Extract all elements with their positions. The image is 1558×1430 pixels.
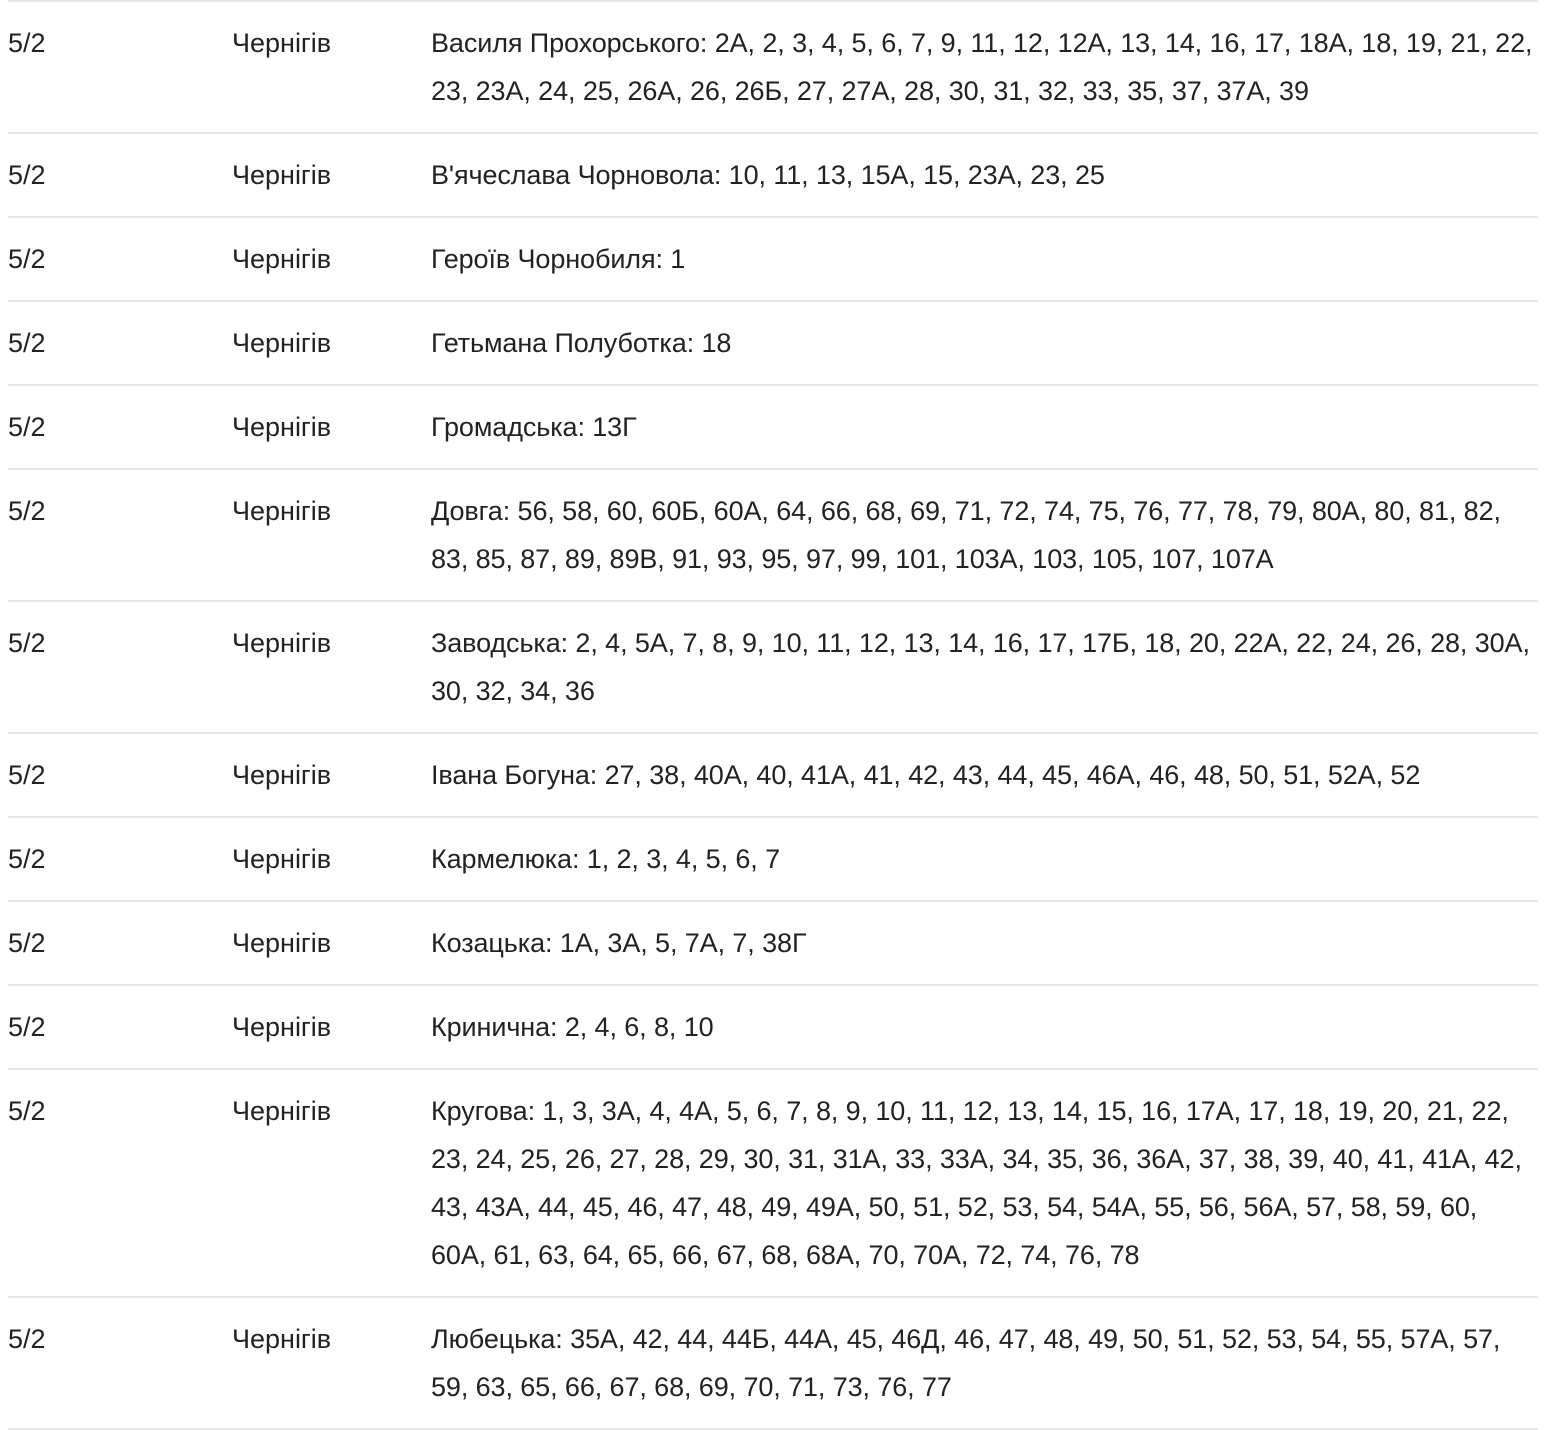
- addresses-cell: Козацька: 1А, 3А, 5, 7А, 7, 38Г: [431, 901, 1538, 985]
- addresses-cell: Кругова: 1, 3, 3А, 4, 4А, 5, 6, 7, 8, 9, 10, 11, 12, 13, 14, 15, 16, 17А, 17, 18, 19, 20, 21, 22, 23, 24, 25, 26, 27, 28, 29, 30, 31, 31А, 33, 33А, 34, 35, 36, 36А, 37, 38, 39, 40, 41, 41А, 42, 43, 43А, 44, 45, 46, 47, 48, 49, 49А, 50, 51, 52, 53, 54, 54А, 55, 56, 56А, 57, 58, 59, 60, 60А, 61, 63, 64, 65, 66, 67, 68, 68А, 70, 70А, 72, 74, 76, 78: [431, 1069, 1538, 1297]
- table-row: [8, 985, 1538, 1069]
- city-cell: Чернігів: [232, 301, 431, 385]
- addresses-cell: Гетьмана Полуботка: 18: [431, 301, 1538, 385]
- table-row: [8, 601, 1538, 733]
- addresses-cell: В'ячеслава Чорновола: 10, 11, 13, 15А, 15, 23А, 23, 25: [431, 133, 1538, 217]
- addresses-cell: Заводська: 2, 4, 5А, 7, 8, 9, 10, 11, 12, 13, 14, 16, 17, 17Б, 18, 20, 22А, 22, 24, 26, 28, 30А, 30, 32, 34, 36: [431, 601, 1538, 733]
- city-cell: Чернігів: [232, 1069, 431, 1297]
- city-cell: Чернігів: [232, 901, 431, 985]
- table-row: [8, 817, 1538, 901]
- queue-cell: 5/2: [8, 217, 232, 301]
- city-cell: Чернігів: [232, 217, 431, 301]
- queue-cell: 5/2: [8, 601, 232, 733]
- table-row: [8, 1297, 1538, 1429]
- table-row: [8, 385, 1538, 469]
- city-cell: Чернігів: [232, 985, 431, 1069]
- queue-cell: 5/2: [8, 1, 232, 133]
- addresses-cell: Любецька: 35А, 42, 44, 44Б, 44А, 45, 46Д, 46, 47, 48, 49, 50, 51, 52, 53, 54, 55, 57А, 57, 59, 63, 65, 66, 67, 68, 69, 70, 71, 73, 76, 77: [431, 1297, 1538, 1429]
- table-row: [8, 733, 1538, 817]
- city-cell: Чернігів: [232, 1, 431, 133]
- queue-cell: 5/2: [8, 1297, 232, 1429]
- addresses-cell: Кармелюка: 1, 2, 3, 4, 5, 6, 7: [431, 817, 1538, 901]
- outage-schedule-table: [8, 0, 1538, 1430]
- addresses-cell: Довга: 56, 58, 60, 60Б, 60А, 64, 66, 68, 69, 71, 72, 74, 75, 76, 77, 78, 79, 80А, 80, 81, 82, 83, 85, 87, 89, 89В, 91, 93, 95, 97, 99, 101, 103А, 103, 105, 107, 107А: [431, 469, 1538, 601]
- city-cell: Чернігів: [232, 1297, 431, 1429]
- queue-cell: 5/2: [8, 469, 232, 601]
- table-row: [8, 469, 1538, 601]
- city-cell: Чернігів: [232, 385, 431, 469]
- city-cell: Чернігів: [232, 469, 431, 601]
- city-cell: Чернігів: [232, 133, 431, 217]
- addresses-cell: Івана Богуна: 27, 38, 40А, 40, 41А, 41, 42, 43, 44, 45, 46А, 46, 48, 50, 51, 52А, 52: [431, 733, 1538, 817]
- table-row: [8, 133, 1538, 217]
- addresses-cell: Громадська: 13Г: [431, 385, 1538, 469]
- queue-cell: 5/2: [8, 901, 232, 985]
- addresses-cell: Василя Прохорського: 2А, 2, 3, 4, 5, 6, 7, 9, 11, 12, 12А, 13, 14, 16, 17, 18А, 18, 19, 21, 22, 23, 23А, 24, 25, 26А, 26, 26Б, 27, 27А, 28, 30, 31, 32, 33, 35, 37, 37А, 39: [431, 1, 1538, 133]
- queue-cell: 5/2: [8, 733, 232, 817]
- city-cell: Чернігів: [232, 817, 431, 901]
- queue-cell: 5/2: [8, 133, 232, 217]
- table-row: [8, 1, 1538, 133]
- table-row: [8, 901, 1538, 985]
- table-row: [8, 1069, 1538, 1297]
- queue-cell: 5/2: [8, 1069, 232, 1297]
- city-cell: Чернігів: [232, 733, 431, 817]
- queue-cell: 5/2: [8, 385, 232, 469]
- city-cell: Чернігів: [232, 601, 431, 733]
- queue-cell: 5/2: [8, 985, 232, 1069]
- table-row: [8, 217, 1538, 301]
- queue-cell: 5/2: [8, 301, 232, 385]
- queue-cell: 5/2: [8, 817, 232, 901]
- table-row: [8, 301, 1538, 385]
- addresses-cell: Героїв Чорнобиля: 1: [431, 217, 1538, 301]
- addresses-cell: Кринична: 2, 4, 6, 8, 10: [431, 985, 1538, 1069]
